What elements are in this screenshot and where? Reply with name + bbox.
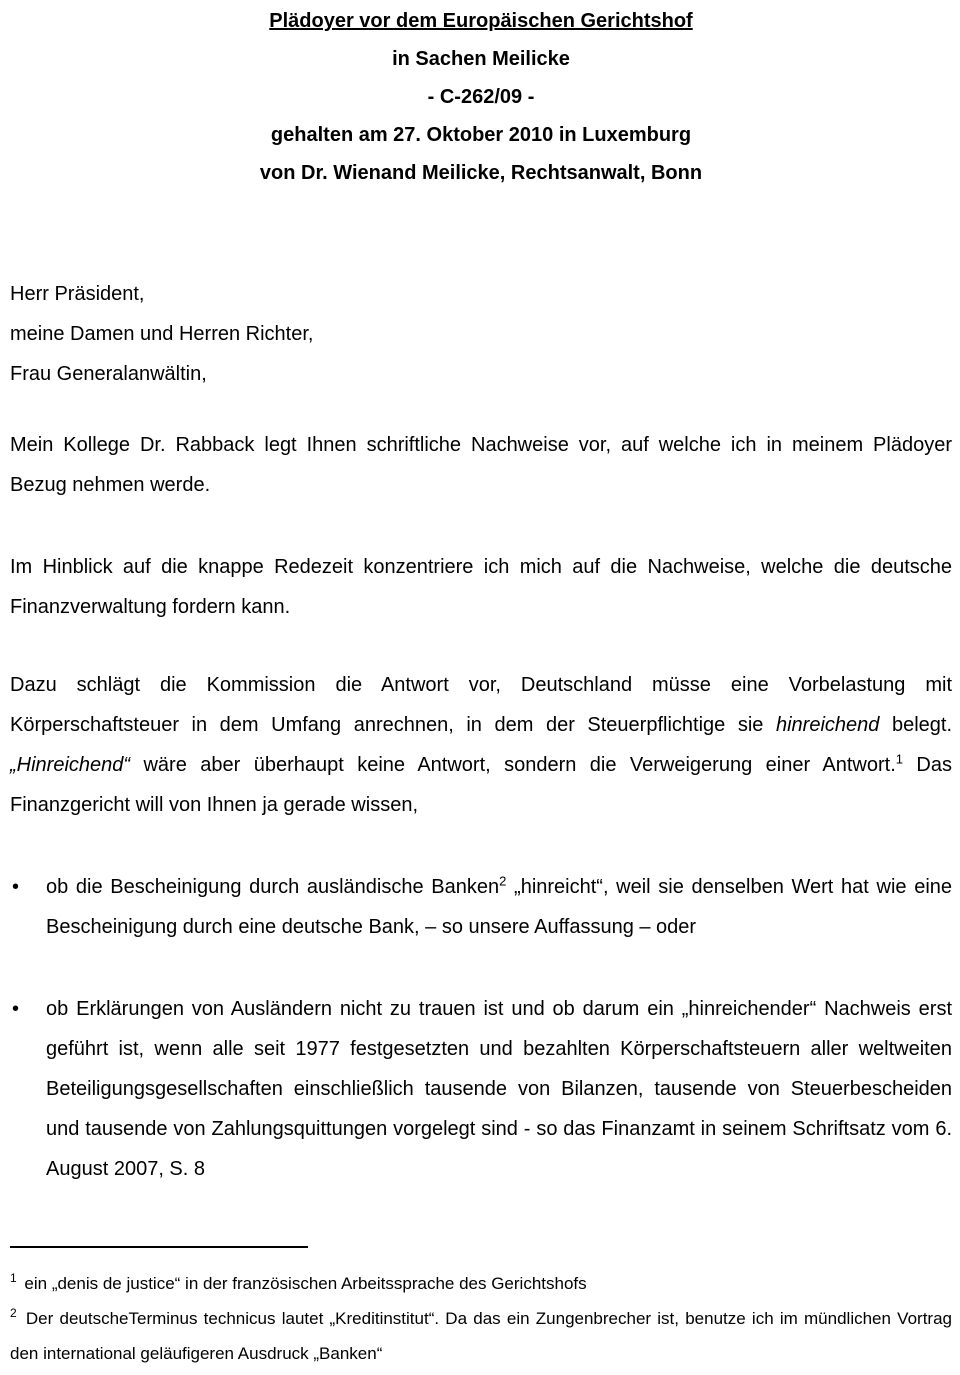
footnote-2	[10, 1301, 952, 1371]
paragraph-3-text-1: Dazu schlägt die Kommission die Antwort vor, Deutschland müsse eine Vorbelastung mit Körperschaftsteuer in dem Umfang anrechnen, in dem der Steuerpflichtige sie	[10, 674, 952, 736]
salutation-line-2: meine Damen und Herren Richter,	[10, 323, 314, 345]
footnote-ref-1: 1	[895, 751, 904, 767]
paragraph-2: Im Hinblick auf die knappe Redezeit konzentriere ich mich auf die Nachweise, welche die deutsche Finanzverwaltung fordern kann.	[10, 556, 952, 618]
footnote-area	[10, 1246, 952, 1371]
title-line-4: gehalten am 27. Oktober 2010 in Luxemburg	[270, 124, 692, 146]
title-line-1	[10, 2, 952, 40]
paragraph-3-text-4: Das Finanzgericht will von Ihnen ja gerade wissen,	[10, 754, 953, 816]
footnote-1-number: 1	[10, 1271, 17, 1286]
paragraph-1: Mein Kollege Dr. Rabback legt Ihnen schriftliche Nachweise vor, auf welche ich in meinem Plädoyer Bezug nehmen werde.	[10, 434, 952, 496]
footnote-1	[10, 1266, 952, 1301]
bullet-1-text-1: ob die Bescheinigung durch ausländische Banken	[46, 876, 500, 898]
salutation-line-1: Herr Präsident,	[10, 283, 145, 305]
bullet-icon: •	[12, 998, 20, 1020]
paragraph-3-italic-1: hinreichend	[775, 714, 880, 736]
footnote-2-number: 2	[10, 1306, 17, 1321]
title-line-2: in Sachen Meilicke	[392, 48, 570, 70]
bullet-icon: •	[12, 876, 20, 898]
footnote-ref-2: 2	[499, 873, 507, 889]
title-line-5: von Dr. Wienand Meilicke, Rechtsanwalt, Bonn	[259, 162, 703, 184]
paragraph-3-italic-2: „Hinreichend“	[10, 754, 131, 776]
bullet-2-content: ob Erklärungen von Ausländern nicht zu trauen ist und ob darum ein „hinreichender“ Nachweis erst geführt ist, wenn alle seit 1977 festgesetzten und bezahlten Körperschaftsteuern aller weltweiten Beteiligungsgesellschaften einschließlich tausende von Bilanzen, tausende von Steuerbescheiden und tausende von Zahlungsquittungen vorgelegt sind - so das Finanzamt in seinem Schriftsatz vom 6. August 2007, S. 8	[46, 998, 952, 1180]
paragraph-3-text-3: wäre aber überhaupt keine Antwort, sondern die Verweigerung einer Antwort.	[130, 754, 896, 776]
salutation-block	[10, 274, 952, 394]
footnote-1-text: ein „denis de justice“ in der französischen Arbeitssprache des Gerichtshofs	[19, 1274, 587, 1293]
paragraph-3	[10, 665, 952, 825]
salutation-line-3: Frau Generalanwältin,	[10, 363, 207, 385]
footnote-2-text: Der deutscheTerminus technicus lautet „Kreditinstitut“. Da das ein Zungenbrecher ist, benutze ich im mündlichen Vortrag den international geläufigeren Ausdruck „Banken“	[10, 1309, 952, 1363]
document-title	[10, 2, 952, 192]
title-main: Plädoyer vor dem Europäischen Gerichtshof	[269, 10, 693, 32]
bullet-1-content	[46, 873, 953, 938]
bullet-1-text-2: „hinreicht“, weil sie denselben Wert hat wie eine Bescheinigung durch eine deutsche Bank, – so unsere Auffassung – oder	[46, 876, 953, 938]
paragraph-3-text-2: belegt.	[879, 714, 952, 736]
title-line-3: - C-262/09 -	[427, 86, 535, 108]
footnote-separator	[10, 1246, 308, 1248]
bullet-item-1	[10, 867, 952, 947]
bullet-item-2	[10, 989, 952, 1189]
